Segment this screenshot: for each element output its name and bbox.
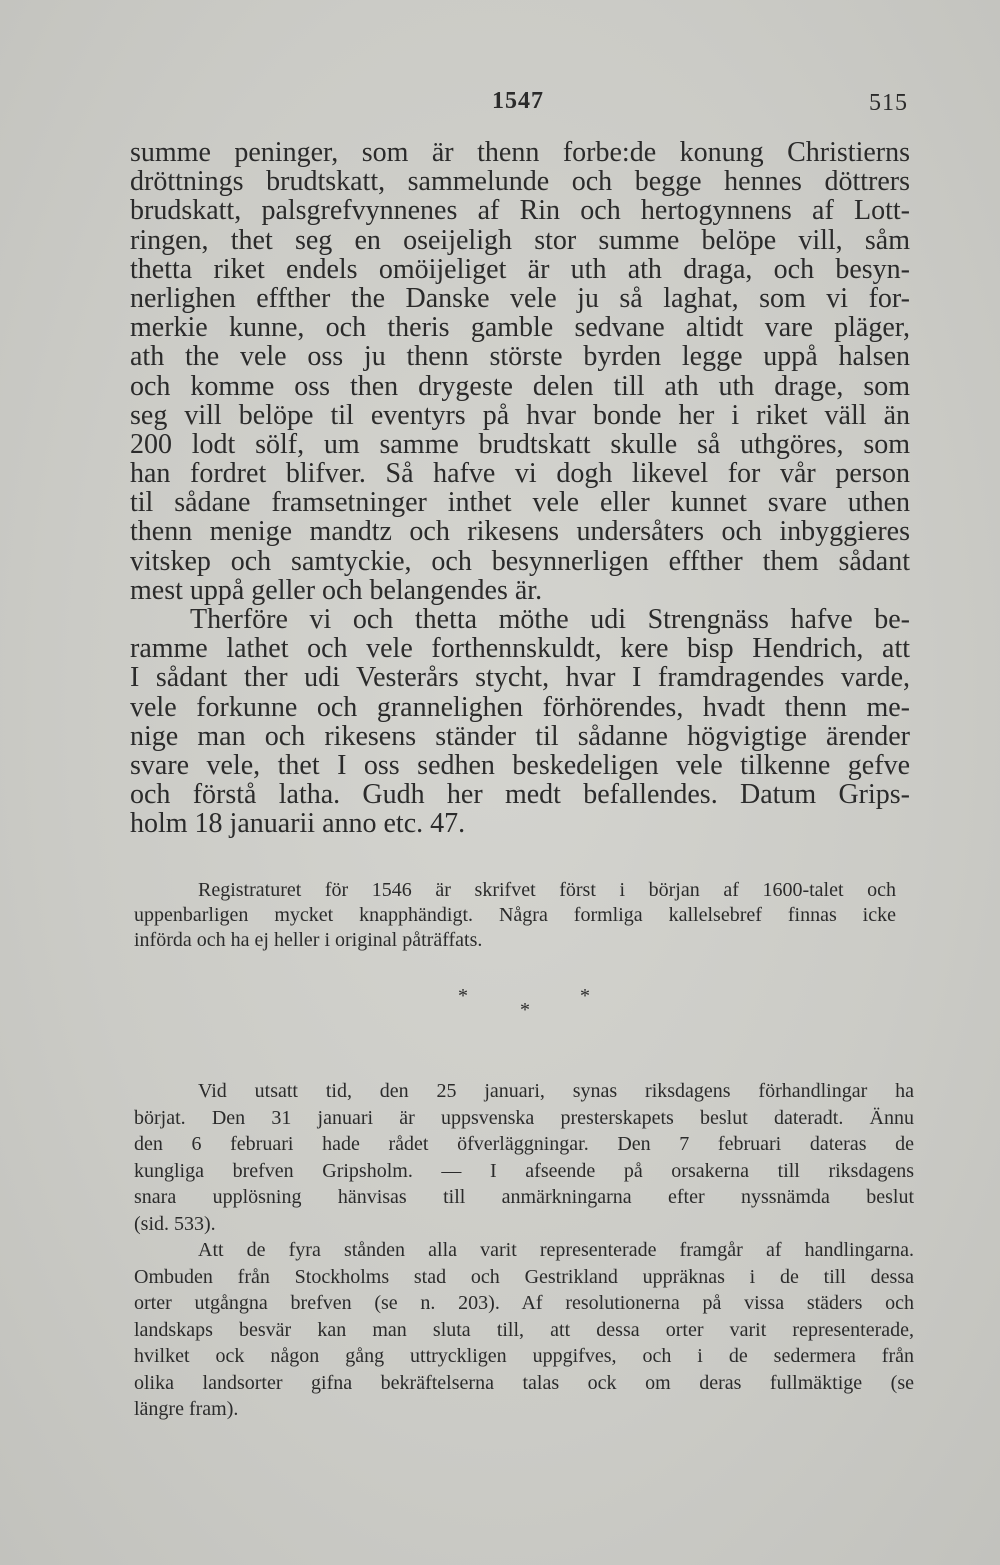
text-line: thetta riket endels omöijeliget är uth ath draga, och besyn- [130,253,910,285]
note-line: införda och ha ej heller i original påträffats. [134,929,483,951]
text-line: merkie kunne, och theris gamble sedvane altidt vare pläger, [130,312,910,344]
main-text [130,138,910,839]
note-line: landskaps besvär kan man sluta till, att dessa orter varit representerade, [134,1318,914,1341]
text-line: I sådant ther udi Vesterårs stycht, hvar I framdragendes varde, [130,662,910,694]
note-line: Ombuden från Stockholms stad och Gestrikland uppräknas i de till dessa [134,1265,914,1288]
note-line: Registraturet för 1546 är skrifvet först i början af 1600-talet och [198,879,896,901]
note-line: börjat. Den 31 januari är uppsvenska presterskapets beslut dateradt. Ännu [134,1106,914,1129]
text-line: han fordret blifver. Så hafve vi dogh likevel for vår person [130,458,910,490]
text-line: til sådane framsetninger inthet vele eller kunnet svare uthen [130,487,910,519]
text-line: nige man och rikesens ständer til sådanne högvigtige ärender [130,720,910,752]
asterisk: * [458,985,468,1007]
page-number: 515 [869,90,908,116]
header-year: 1547 [492,88,544,114]
note-line: den 6 februari hade rådet öfverläggningar. Den 7 februari dateras de [134,1133,914,1155]
note-line: längre fram). [134,1398,239,1420]
text-line: ringen, thet seg en oseijeligh stor summe belöpe vill, såm [130,224,910,256]
text-line: vitskep och samtyckie, och besynnerligen effther them sådant [130,545,910,577]
text-line: ramme lathet och vele forthennskuldt, kere bisp Hendrich, att [130,633,910,665]
note-line: kungliga brefven Gripsholm. — I afseende på orsakerna till riksdagens [134,1159,914,1182]
text-line: summe peninger, som är thenn forbe:de konung Christierns [130,137,910,168]
note-line: uppenbarligen mycket knapphändigt. Några formliga kallelsebref finnas icke [134,904,896,926]
text-line: thenn menige mandtz och rikesens undersåters och inbyggieres [130,516,910,548]
text-line: Therföre vi och thetta möthe udi Strengnäss hafve be- [190,604,910,635]
note-line: orter utgångna brefven (se n. 203). Af resolutionerna på vissa städers och [134,1292,914,1314]
text-line: brudskatt, palsgrefvynnenes af Rin och hertogynnens af Lott- [130,195,910,227]
text-line: svare vele, thet I oss sedhen beskedeligen vele tilkenne gefve [130,749,910,781]
note-line: Att de fyra stånden alla varit representerade framgår af handlingarna. [198,1239,914,1261]
text-line: dröttnings brudtskatt, sammelunde och begge hennes döttrers [130,166,910,198]
editorial-note-riksdag [134,1078,914,1423]
text-line: 200 lodt sölf, um samme brudtskatt skulle så uthgöres, som [130,428,910,460]
asterisk: * [580,985,590,1007]
note-line: snara upplösning hänvisas till anmärkningarna efter nyssnämda beslut [134,1186,914,1208]
text-line: och komme oss then drygeste delen till ath uth drage, som [130,370,910,402]
section-divider [0,985,1000,1025]
note-line: Vid utsatt tid, den 25 januari, synas riksdagens förhandlingar ha [198,1080,914,1102]
text-line: seg vill belöpe til eventyrs på hvar bonde her i riket väll än [130,399,910,431]
page-header [130,88,908,128]
editorial-note-registratur [134,878,896,953]
text-line: och förstå latha. Gudh her medt befallendes. Datum Grips- [130,779,910,811]
text-line: ath the vele oss ju thenn störste byrden legge uppå halsen [130,341,910,373]
asterisk: * [520,999,530,1021]
note-line: hvilket ock någon gång uttryckligen uppgifves, och i de sedermera från [134,1345,914,1367]
text-line: nerlighen effther the Danske vele ju så laghat, som vi for- [130,282,910,314]
text-line: mest uppå geller och belangendes är. [130,574,543,606]
note-line: (sid. 533). [134,1212,216,1235]
note-line: olika landsorter gifna bekräftelserna talas ock om deras fullmäktige (se [134,1371,914,1394]
text-line: holm 18 januarii anno etc. 47. [130,808,466,840]
text-line: vele forkunne och grannelighen förhörendes, hvadt thenn me- [130,691,910,723]
